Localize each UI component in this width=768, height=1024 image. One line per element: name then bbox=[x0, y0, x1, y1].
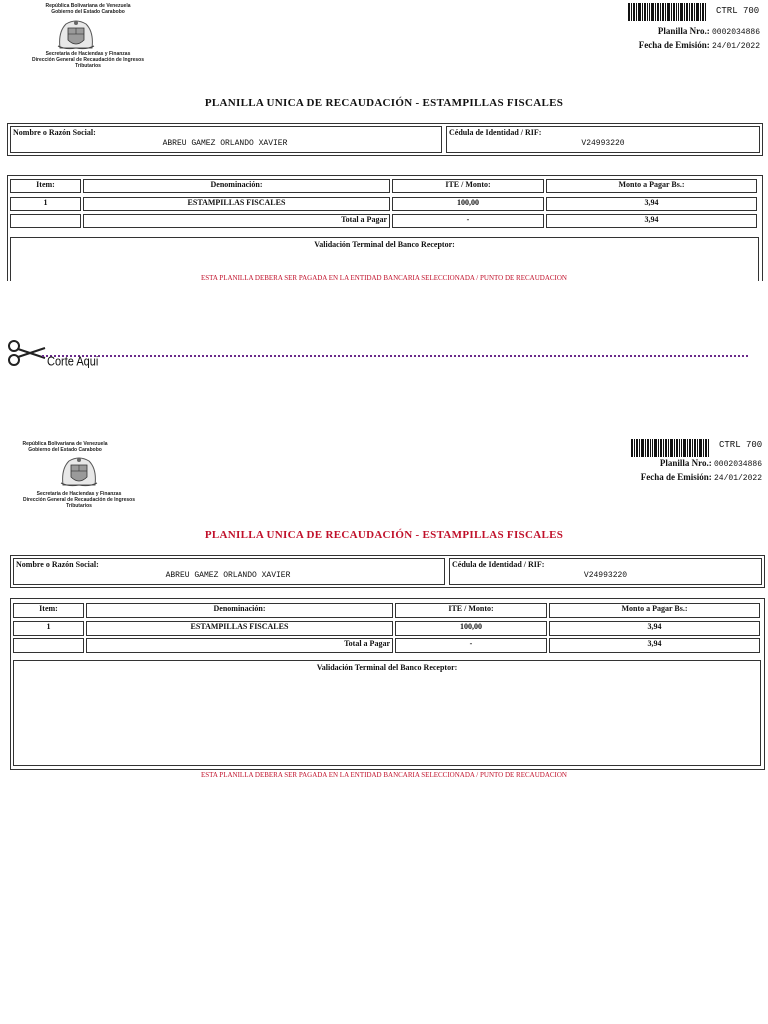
secretaria-header-2 bbox=[9, 491, 149, 509]
name-label: Nombre o Razón Social: bbox=[13, 128, 96, 137]
row-denominacion: ESTAMPILLAS FISCALES bbox=[83, 197, 390, 211]
validation-label-2: Validación Terminal del Banco Receptor: bbox=[316, 663, 458, 672]
cut-label: Corte Aqui bbox=[47, 354, 99, 370]
name-value-2: ABREU GAMEZ ORLANDO XAVIER bbox=[165, 571, 291, 580]
name-label-2: Nombre o Razón Social: bbox=[16, 560, 99, 569]
header-monto-2: Monto a Pagar Bs.: bbox=[549, 603, 760, 618]
total-monto: 3,94 bbox=[546, 214, 757, 228]
page-title: PLANILLA UNICA DE RECAUDACIÓN - ESTAMPILLAS FISCALES bbox=[204, 97, 564, 109]
header-line1: República Bolivariana de Venezuela bbox=[45, 3, 131, 9]
cut-line bbox=[42, 355, 748, 357]
header-line4: Dirección General de Recaudación de Ingresos bbox=[32, 57, 144, 63]
name-value: ABREU GAMEZ ORLANDO XAVIER bbox=[162, 139, 288, 148]
fecha-label-2: Fecha de Emisión: bbox=[640, 472, 712, 482]
header-denominacion: Denominación: bbox=[83, 179, 390, 193]
id-cell-2 bbox=[449, 558, 762, 585]
page-title-2: PLANILLA UNICA DE RECAUDACIÓN - ESTAMPILLAS FISCALES bbox=[204, 529, 564, 541]
payment-notice: ESTA PLANILLA DEBERA SER PAGADA EN LA ENTIDAD BANCARIA SELECCIONADA / PUNTO DE RECAUDACION bbox=[201, 274, 567, 282]
header-line2: Gobierno del Estado Carabobo bbox=[51, 9, 125, 15]
issue-date bbox=[639, 40, 760, 51]
total-empty-cell-2 bbox=[13, 638, 84, 653]
name-cell-2 bbox=[13, 558, 445, 585]
fecha-value: 24/01/2022 bbox=[711, 42, 760, 51]
row-ite-2: 100,00 bbox=[395, 621, 547, 636]
id-cell bbox=[446, 126, 760, 153]
secretaria-header bbox=[18, 51, 158, 69]
scissors-icon bbox=[7, 338, 47, 368]
id-label: Cédula de Identidad / RIF: bbox=[449, 128, 542, 137]
name-cell bbox=[10, 126, 442, 153]
barcode bbox=[631, 439, 709, 457]
header-item-2: Item: bbox=[13, 603, 84, 618]
header-line5-2: Tributarios bbox=[66, 503, 92, 509]
header-line2-2: Gobierno del Estado Carabobo bbox=[28, 447, 102, 453]
header-line3-2: Secretaria de Haciendas y Finanzas bbox=[36, 491, 122, 497]
row-ite: 100,00 bbox=[392, 197, 544, 211]
total-ite-2: - bbox=[395, 638, 547, 653]
header-line1-2: República Bolivariana de Venezuela bbox=[22, 441, 108, 447]
planilla-value-2: 0002034886 bbox=[713, 460, 762, 469]
planilla-number bbox=[658, 26, 760, 37]
planilla-value: 0002034886 bbox=[711, 28, 760, 37]
total-label-2: Total a Pagar bbox=[86, 638, 393, 653]
header-item: Item: bbox=[10, 179, 81, 193]
row-monto-2: 3,94 bbox=[549, 621, 760, 636]
header-line5: Tributarios bbox=[75, 63, 101, 69]
total-empty-cell bbox=[10, 214, 81, 228]
header-ite-2: ITE / Monto: bbox=[395, 603, 547, 618]
header-line3: Secretaria de Haciendas y Finanzas bbox=[45, 51, 131, 57]
payment-notice-2: ESTA PLANILLA DEBERA SER PAGADA EN LA ENTIDAD BANCARIA SELECCIONADA / PUNTO DE RECAUDACION bbox=[201, 771, 567, 779]
row-item-2: 1 bbox=[13, 621, 84, 636]
total-label: Total a Pagar bbox=[83, 214, 390, 228]
planilla-label-2: Planilla Nro.: bbox=[659, 458, 712, 468]
id-value-2: V24993220 bbox=[583, 571, 628, 580]
header-denominacion-2: Denominación: bbox=[86, 603, 393, 618]
total-monto-2: 3,94 bbox=[549, 638, 760, 653]
planilla-number-2 bbox=[660, 458, 762, 469]
validation-label: Validación Terminal del Banco Receptor: bbox=[314, 240, 455, 249]
fecha-label: Fecha de Emisión: bbox=[638, 40, 710, 50]
planilla-label: Planilla Nro.: bbox=[657, 26, 710, 36]
gov-header bbox=[28, 3, 148, 15]
row-denominacion-2: ESTAMPILLAS FISCALES bbox=[86, 621, 393, 636]
row-monto: 3,94 bbox=[546, 197, 757, 211]
header-ite: ITE / Monto: bbox=[392, 179, 544, 193]
coat-of-arms-icon bbox=[56, 18, 96, 52]
header-monto: Monto a Pagar Bs.: bbox=[546, 179, 757, 193]
issue-date-2 bbox=[641, 472, 762, 483]
barcode bbox=[628, 3, 706, 21]
validation-box-2 bbox=[13, 660, 761, 766]
ctrl-code: CTRL 700 bbox=[716, 6, 760, 16]
header-line4-2: Dirección General de Recaudación de Ingresos bbox=[23, 497, 135, 503]
gov-header-2 bbox=[5, 441, 125, 453]
row-item: 1 bbox=[10, 197, 81, 211]
fecha-value-2: 24/01/2022 bbox=[713, 474, 762, 483]
id-label-2: Cédula de Identidad / RIF: bbox=[452, 560, 545, 569]
id-value: V24993220 bbox=[581, 139, 625, 148]
ctrl-code-2: CTRL 700 bbox=[719, 440, 763, 450]
coat-of-arms-icon bbox=[59, 455, 99, 489]
total-ite: - bbox=[392, 214, 544, 228]
